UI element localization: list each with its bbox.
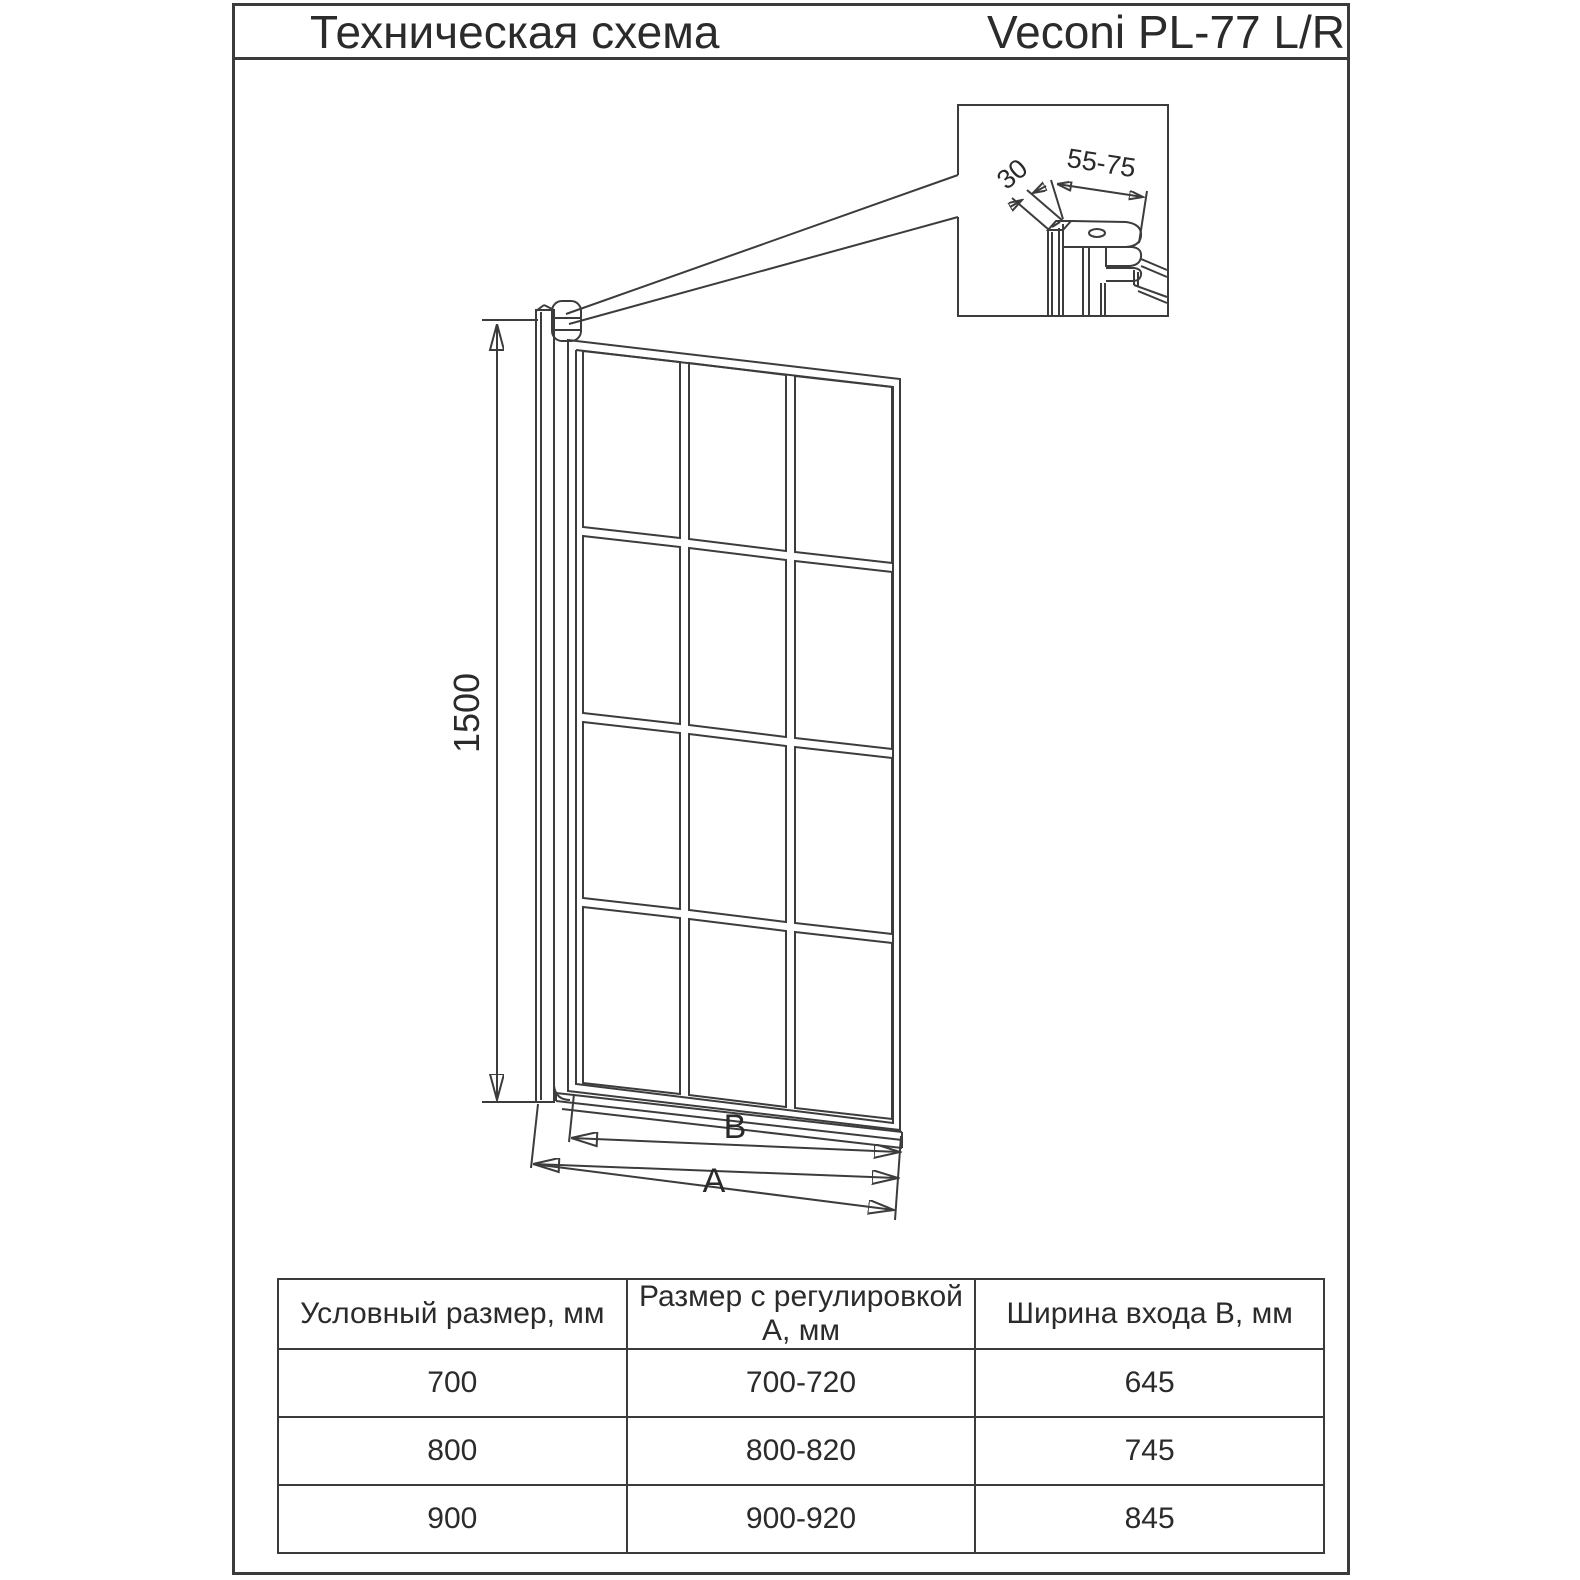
model-label: Veconi PL-77 L/R (986, 5, 1345, 58)
glass-grid-panes (583, 351, 892, 1119)
detail-inset (958, 105, 1168, 316)
cell-nominal: 900 (278, 1485, 627, 1553)
wall-profile (536, 305, 570, 1102)
col-adjustable-size-a: Размер с регулировкой А, мм (627, 1279, 976, 1349)
cell-size-a: 900-920 (627, 1485, 976, 1553)
cell-nominal: 800 (278, 1417, 627, 1485)
width-b-label: B (723, 1108, 747, 1146)
cell-size-a: 700-720 (627, 1349, 976, 1417)
col-nominal-size: Условный размер, мм (278, 1279, 627, 1349)
cell-size-a: 800-820 (627, 1417, 976, 1485)
cell-nominal: 700 (278, 1349, 627, 1417)
table-row (278, 1349, 1324, 1417)
cell-width-b: 645 (975, 1349, 1324, 1417)
table-row (278, 1485, 1324, 1553)
cell-width-b: 745 (975, 1417, 1324, 1485)
col-entry-width-b: Ширина входа В, мм (975, 1279, 1324, 1349)
detail-leader-lines (566, 175, 958, 324)
detail-depth-label: 30 (991, 152, 1034, 196)
width-a-label: A (702, 1162, 726, 1200)
table-row (278, 1417, 1324, 1485)
dimension-height (446, 320, 554, 1102)
dimension-overall-width (531, 1104, 901, 1220)
size-table (277, 1278, 1325, 1554)
height-dimension-label: 1500 (446, 672, 487, 754)
cell-width-b: 845 (975, 1485, 1324, 1553)
glass-panel-outline (568, 340, 900, 1130)
detail-range-label: 55-75 (1064, 142, 1138, 184)
page-title: Техническая схема (310, 5, 720, 58)
table-header-row (278, 1279, 1324, 1349)
